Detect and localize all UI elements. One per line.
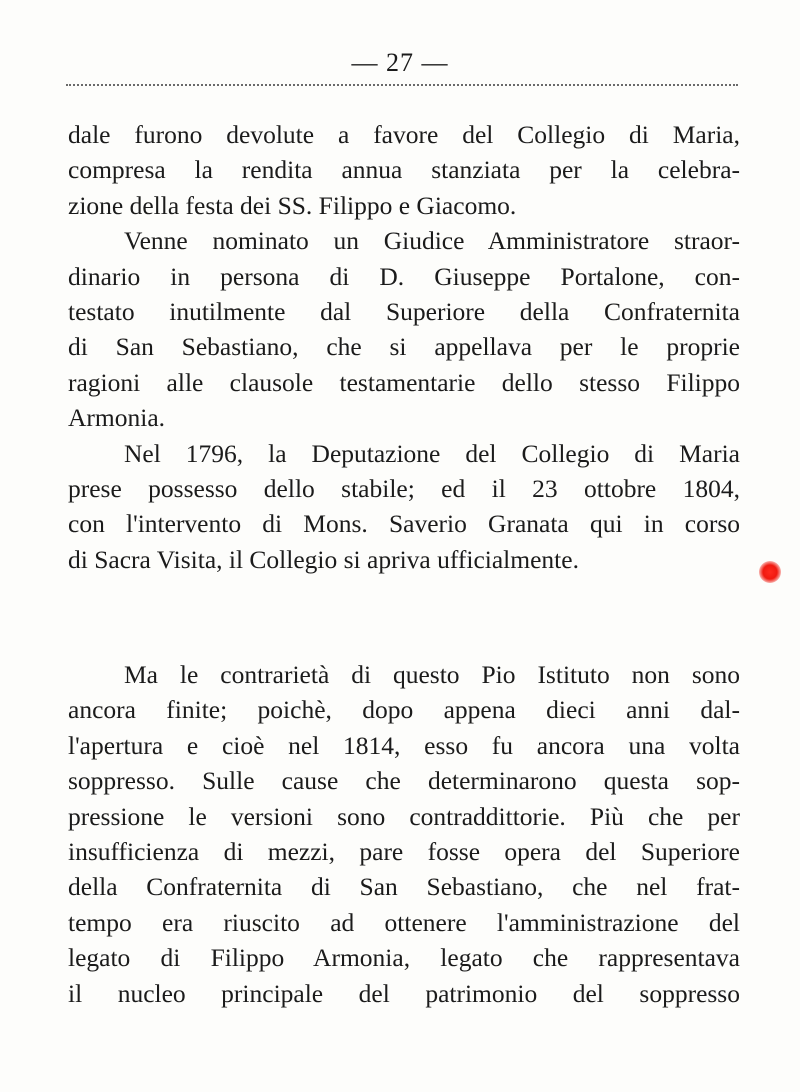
text-line: Nel 1796, la Deputazione del Collegio di Maria — [124, 438, 740, 468]
text-line: di Sacra Visita, il Collegio si apriva ufficialmente. — [68, 544, 579, 574]
paragraph — [68, 657, 740, 1011]
text-line: ancora finite; poichè, dopo appena dieci anni dal- — [68, 695, 740, 725]
text-line: ragioni alle clausole testamentarie dello stesso Filippo — [68, 367, 740, 397]
text-line: Ma le contrarietà di questo Pio Istituto non sono — [124, 660, 740, 689]
text-line: di San Sebastiano, che si appellava per le proprie — [68, 332, 740, 362]
page-number: — 27 — — [351, 48, 449, 77]
paragraph — [68, 117, 740, 223]
paragraph — [68, 436, 740, 578]
text-line: prese possesso dello stabile; ed il 23 ottobre 1804, — [68, 473, 740, 503]
text-line: dinario in persona di D. Giuseppe Portalone, con- — [68, 261, 740, 291]
text-line: Venne nominato un Giudice Amministratore straor- — [124, 226, 740, 256]
text-block-lower — [68, 657, 740, 1011]
text-line: dale furono devolute a favore del Collegio di Maria, — [68, 120, 740, 149]
text-line: insufficienza di mezzi, pare fosse opera del Superiore — [68, 836, 740, 866]
text-line: Armonia. — [68, 403, 166, 433]
text-line: della Confraternita di San Sebastiano, che nel frat- — [68, 872, 740, 902]
text-line: testato inutilmente dal Superiore della Confraternita — [68, 296, 740, 326]
text-line: l'apertura e cioè nel 1814, esso fu ancora una volta — [68, 730, 740, 760]
text-line: il nucleo principale del patrimonio del soppresso — [68, 978, 740, 1008]
text-line: zione della festa dei SS. Filippo e Giacomo. — [68, 190, 517, 220]
header-dotted-rule — [66, 84, 738, 86]
text-line: con l'intervento di Mons. Saverio Granata qui in corso — [68, 509, 740, 539]
text-line: tempo era riuscito ad ottenere l'amministrazione del — [68, 907, 740, 937]
text-line: legato di Filippo Armonia, legato che rappresentava — [68, 943, 740, 973]
paragraph — [68, 223, 740, 435]
text-line: soppresso. Sulle cause che determinarono questa sop- — [68, 766, 740, 796]
text-line: pressione le versioni sono contraddittorie. Più che per — [68, 801, 740, 831]
text-block-upper — [68, 117, 740, 577]
red-dot-marker — [759, 561, 781, 583]
text-line: compresa la rendita annua stanziata per la celebra- — [68, 155, 740, 185]
